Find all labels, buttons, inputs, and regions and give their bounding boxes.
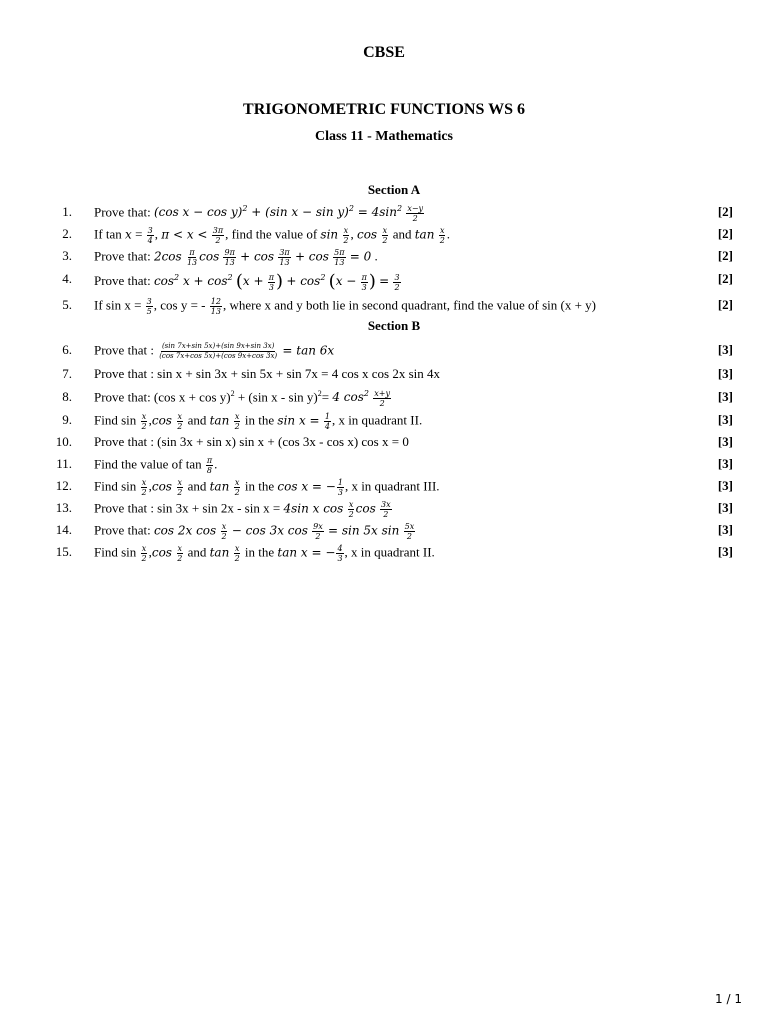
question-marks: [3] — [717, 389, 733, 404]
question-4 — [0, 271, 768, 293]
question-marks: [3] — [717, 366, 733, 381]
question-2 — [0, 226, 768, 248]
question-number: 11. — [56, 456, 72, 471]
question-text: Find sin $\frac{x}{2}$ ,cos $\frac{x}{2}$ and tan $\frac{x}{2}$ in the cos x = − $\frac{1}{3}$ , x in quadrant III. — [94, 478, 440, 497]
question-marks: [3] — [717, 412, 733, 427]
question-number: 7. — [62, 366, 72, 381]
question-marks: [2] — [717, 248, 733, 263]
question-text: Prove that: 2cos $\frac{\pi}{13}$ cos $\frac{9\pi}{13}$ + cos $\frac{3\pi}{13}$ + cos $\frac{5\pi}{13}$ = 0 . — [94, 248, 378, 267]
question-6 — [0, 342, 768, 364]
question-number: 12. — [55, 478, 72, 493]
section-b-heading: Section B — [367, 318, 421, 333]
question-text: Find sin $\frac{x}{2}$ ,cos $\frac{x}{2}$ and tan $\frac{x}{2}$ in the tan x = − $\frac{4}{3}$ , x in quadrant II. — [94, 544, 435, 563]
question-text: Prove that: cos 2x cos $\frac{x}{2}$ − cos 3x cos $\frac{9x}{2}$ = sin 5x sin $\frac{5x}{2}$ — [94, 522, 415, 541]
question-number: 13. — [55, 500, 72, 515]
question-text: If sin x = $\frac{3}{5}$ , cos y = - $\frac{12}{13}$ , where x and y both lie in second quadrant, find the value of sin (x + y) — [94, 297, 596, 316]
question-text: Find the value of tan $\frac{\pi}{8}$ . — [94, 456, 218, 475]
question-5 — [0, 297, 768, 319]
question-text: Prove that: $\cos^2 x + \cos^2 (x$ + $\frac{\pi}{3}$ ) + $\cos^2 (x$ − $\frac{\pi}{3}$ ) = $\frac{3}{2}$ — [94, 271, 400, 292]
question-marks: [3] — [717, 522, 733, 537]
question-number: 3. — [62, 248, 72, 263]
question-number: 9. — [62, 412, 72, 427]
question-number: 4. — [62, 271, 72, 286]
question-marks: [3] — [717, 342, 733, 357]
question-1 — [0, 204, 768, 226]
question-10 — [0, 434, 768, 456]
question-text: Prove that: (cos x − cos y)$^2$ + (sin $x - \sin y)^2 = 4\sin^2$ $\frac{x-y}{2}$ — [94, 204, 424, 223]
question-11 — [0, 456, 768, 478]
class-subtitle: Class 11 - Mathematics — [314, 129, 454, 144]
question-3 — [0, 248, 768, 270]
question-marks: [3] — [717, 544, 733, 559]
question-marks: [3] — [717, 434, 733, 449]
question-marks: [2] — [717, 271, 733, 286]
section-a-heading: Section A — [367, 182, 421, 197]
question-text: Find sin $\frac{x}{2}$ ,cos $\frac{x}{2}$ and tan $\frac{x}{2}$ in the sin x = $\frac{1}{4}$ , x in quadrant II. — [94, 412, 423, 431]
question-number: 10. — [55, 434, 72, 449]
question-15 — [0, 544, 768, 566]
question-marks: [3] — [717, 478, 733, 493]
question-8 — [0, 389, 768, 411]
question-number: 5. — [62, 297, 72, 312]
question-text: Prove that : sin x + sin 3x + sin 5x + sin 7x = 4 cos x cos 2x sin 4x — [94, 366, 441, 381]
question-text: Prove that : $\frac{(\sin 7x+\sin 5x)+(\sin 9x+\sin 3x)}{(\cos 7x+\cos 5x)+(\cos 9x+\cos 3x)}$ = tan 6x — [94, 342, 335, 360]
question-marks: [2] — [717, 226, 733, 241]
question-number: 1. — [62, 204, 72, 219]
question-number: 2. — [62, 226, 72, 241]
question-7 — [0, 366, 768, 388]
question-marks: [2] — [717, 204, 733, 219]
question-14 — [0, 522, 768, 544]
question-text: Prove that : sin 3x + sin 2x - sin x = 4sin x cos $\frac{x}{2}$ cos $\frac{3x}{2}$ — [94, 500, 391, 519]
worksheet-title: TRIGONOMETRIC FUNCTIONS WS 6 — [243, 101, 525, 118]
question-9 — [0, 412, 768, 434]
question-13 — [0, 500, 768, 522]
question-marks: [3] — [717, 500, 733, 515]
question-number: 15. — [55, 544, 72, 559]
question-text: Prove that : (sin 3x + sin x) sin x + (cos 3x - cos x) cos x = 0 — [94, 434, 409, 449]
question-number: 8. — [62, 389, 72, 404]
question-text: If tan x = $\frac{3}{4}$ , π < x < $\frac{3\pi}{2}$ , find the value of sin $\frac{x}{2}$ , cos $\frac{x}{2}$ and tan $\frac{x}{2}$ . — [94, 226, 451, 245]
question-12 — [0, 478, 768, 500]
school-name: CBSE — [363, 44, 405, 61]
question-marks: [3] — [717, 456, 733, 471]
question-number: 14. — [55, 522, 72, 537]
question-marks: [2] — [717, 297, 733, 312]
question-number: 6. — [62, 342, 72, 357]
question-text: Prove that: (cos x + cos y)$^2$ + (sin x - sin y)$^2$= 4 $\cos^2$ $\frac{x+y}{2}$ — [94, 389, 390, 408]
page-indicator: 1 / 1 — [715, 992, 742, 1006]
